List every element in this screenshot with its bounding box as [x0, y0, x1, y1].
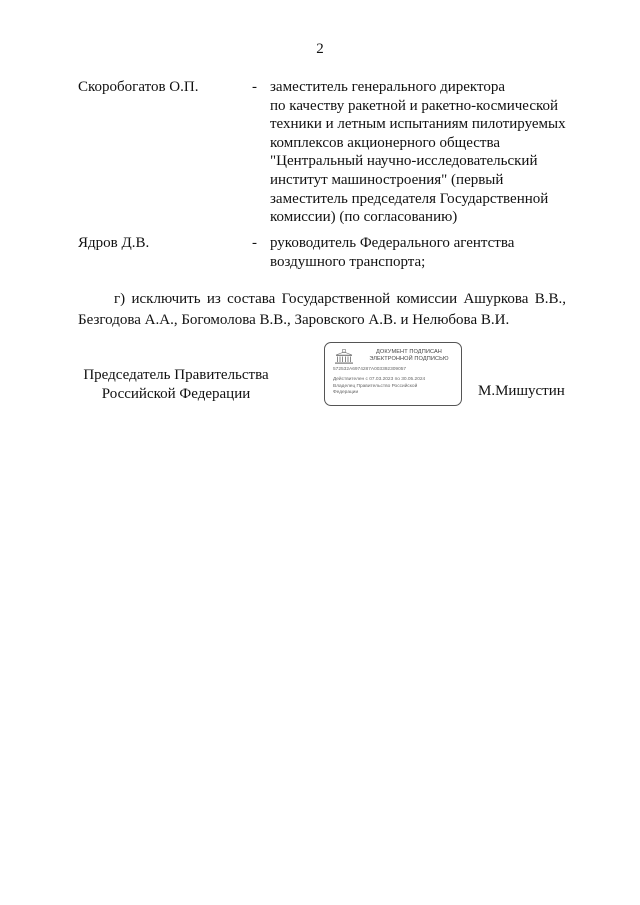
position-line: "Центральный научно-исследовательский: [270, 153, 538, 170]
position-line: институт машиностроения" (первый: [270, 171, 504, 188]
stamp-owner: Владелец Правительство Российской: [333, 384, 418, 389]
position-line: воздушного транспорта;: [270, 253, 426, 270]
member-entry: [0, 78, 640, 228]
signatory-title: [78, 366, 274, 403]
government-building-icon: [333, 349, 355, 365]
member-entry: [0, 234, 640, 274]
entry-dash: -: [252, 235, 257, 251]
stamp-certificate: 572532A6974287A003392309057: [333, 367, 407, 372]
member-name: Ядров Д.В.: [78, 235, 150, 251]
member-position: [270, 78, 570, 227]
position-line: по качеству ракетной и ракетно-космической: [270, 97, 559, 114]
position-line: комплексов акционерного общества: [270, 134, 501, 151]
member-position: [270, 234, 570, 271]
paragraph-line: Безгодова А.А., Богомолова В.В., Заровского А.В. и Нелюбова В.И.: [78, 312, 510, 328]
member-name: Скоробогатов О.П.: [78, 79, 199, 95]
signer-name: М.Мишустин: [478, 383, 565, 399]
signatory-title-line: Председатель Правительства: [83, 367, 269, 383]
stamp-title-line: ДОКУМЕНТ ПОДПИСАН: [376, 349, 442, 355]
stamp-title-line: ЭЛЕКТРОННОЙ ПОДПИСЬЮ: [369, 356, 449, 362]
position-line: заместитель председателя Государственной: [270, 190, 549, 207]
electronic-signature-stamp: [324, 342, 462, 406]
stamp-title: [361, 349, 457, 363]
paragraph-line: г) исключить из состава Государственной комиссии Ашуркова В.В.,: [114, 291, 566, 307]
position-line: техники и летным испытаниям пилотируемых: [270, 116, 566, 133]
page-number: 2: [316, 41, 324, 57]
position-line: заместитель генерального директора: [270, 79, 506, 95]
exclusion-paragraph: [78, 289, 566, 331]
entry-dash: -: [252, 79, 257, 95]
signatory-title-line: Российской Федерации: [101, 385, 251, 402]
stamp-owner: Федерации: [333, 390, 359, 395]
stamp-validity: Действителен с 07.03.2023 по 30.05.2024: [333, 377, 426, 382]
position-line: комиссии) (по согласованию): [270, 209, 458, 226]
position-line: руководитель Федерального агентства: [270, 235, 515, 251]
